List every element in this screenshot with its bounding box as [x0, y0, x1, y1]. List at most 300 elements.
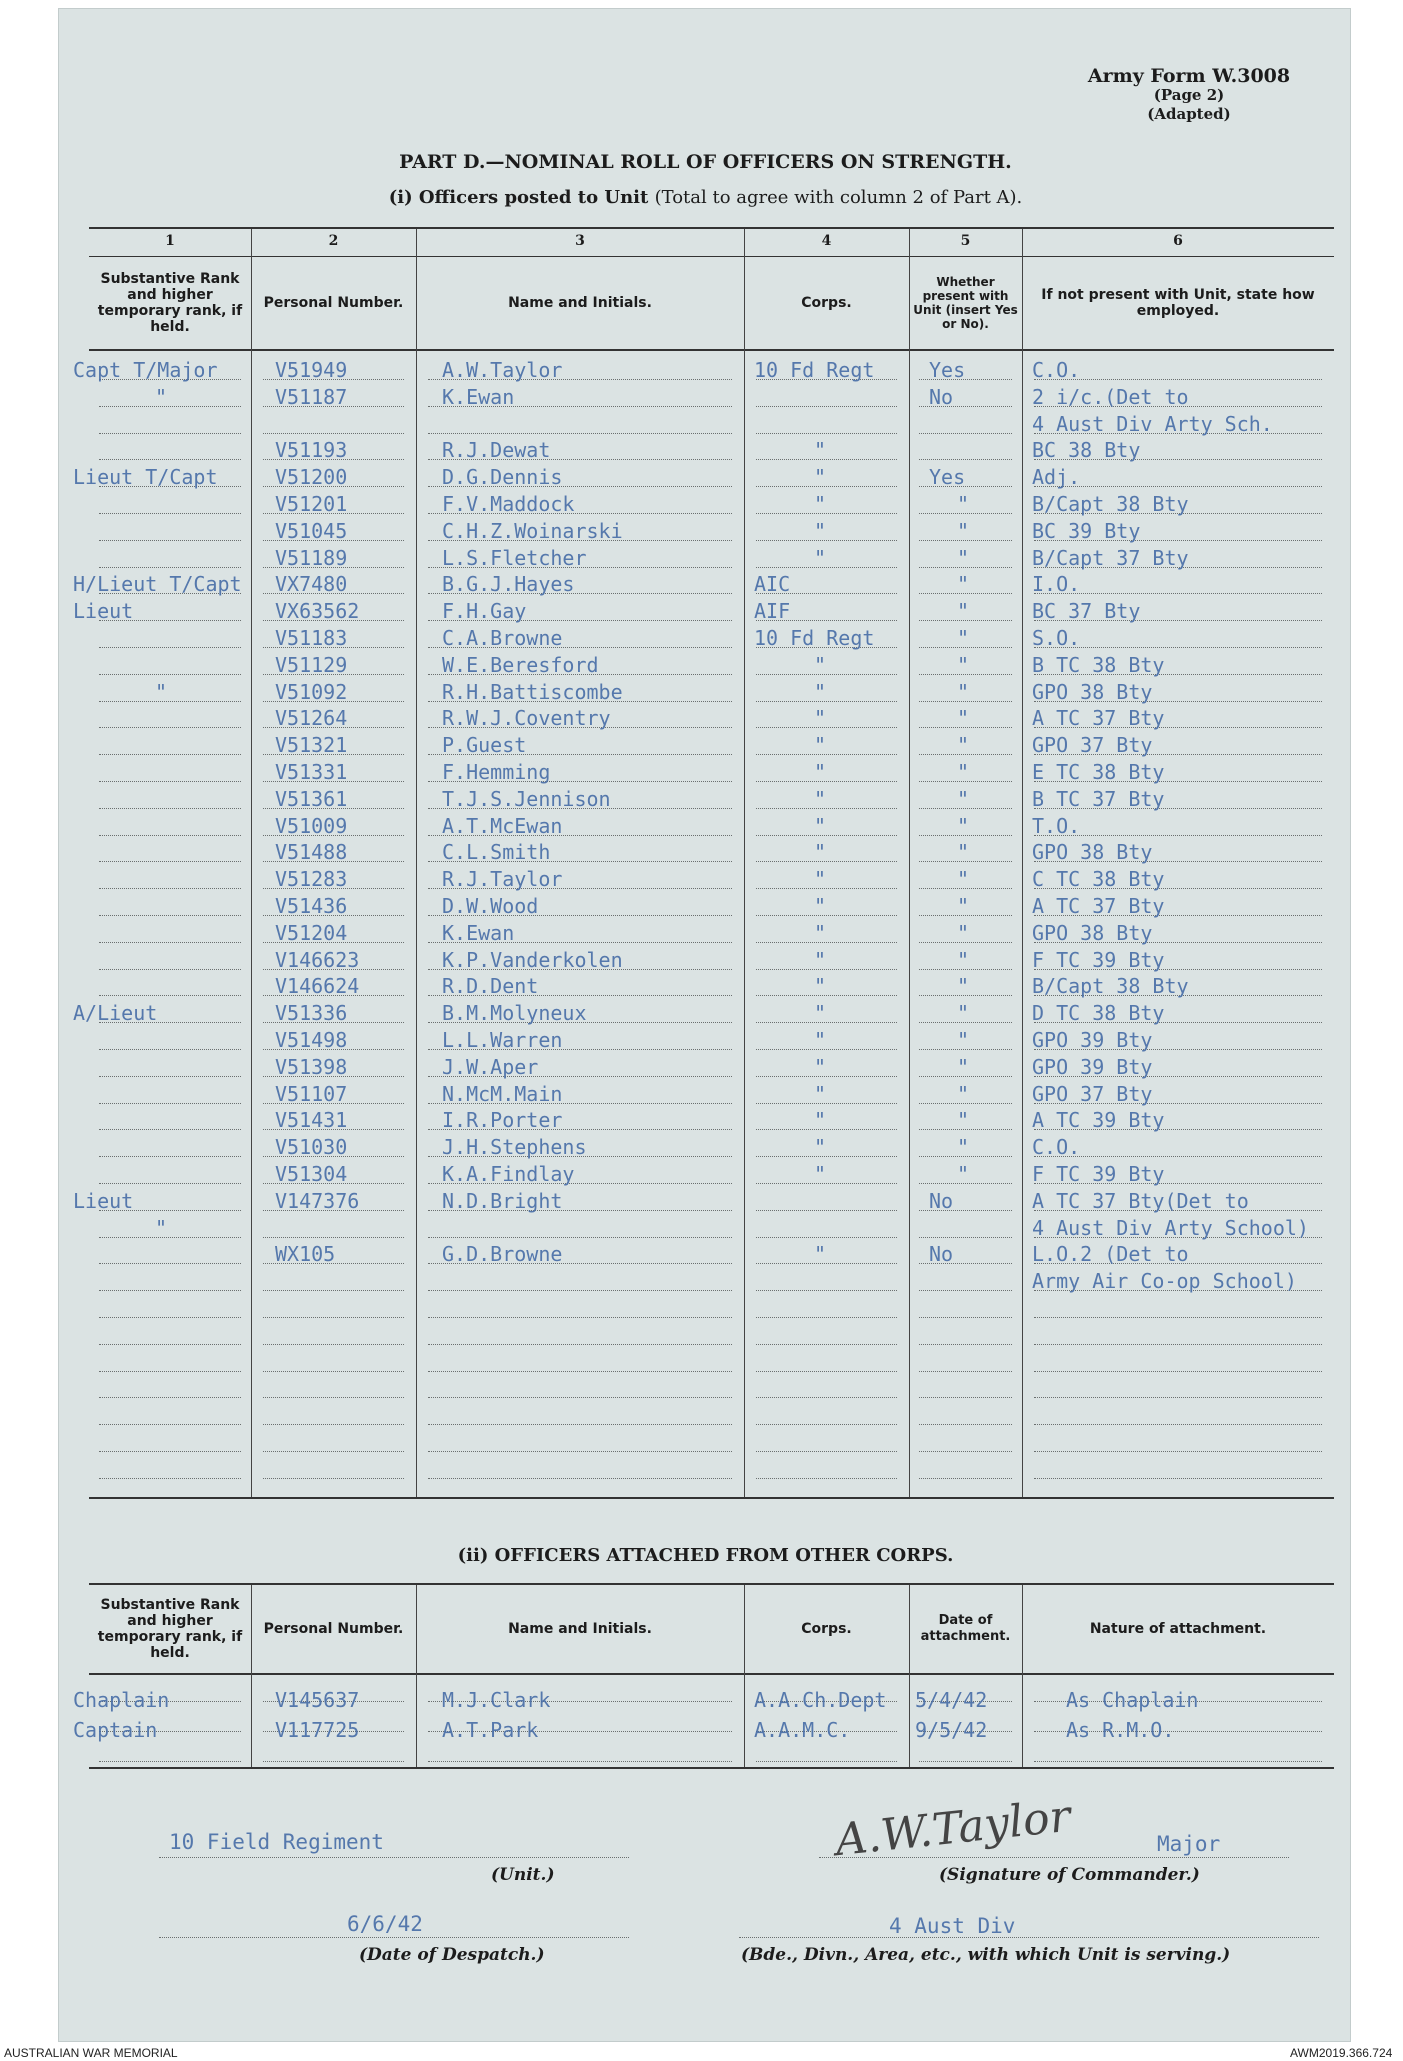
- cell-number: V51949: [275, 358, 348, 382]
- cell-employed: A TC 37 Bty: [1032, 894, 1165, 918]
- despatch-label: (Date of Despatch.): [359, 1945, 545, 1965]
- dotted-rule: [99, 459, 241, 460]
- cell-number: V117725: [275, 1718, 360, 1742]
- cell-corps: ": [814, 545, 827, 570]
- table2-divider-4: [909, 1585, 910, 1767]
- dotted-rule: [263, 1237, 404, 1238]
- dotted-rule: [99, 1076, 241, 1077]
- dotted-rule: [99, 1263, 241, 1264]
- dotted-rule: [1034, 1317, 1322, 1318]
- column-number-4: 4: [821, 233, 832, 249]
- cell-number: V147376: [275, 1188, 360, 1213]
- header2-rank-text: Substantive Rank and higher temporary rank, if held.: [97, 1597, 243, 1661]
- cell-present: Yes: [929, 358, 966, 382]
- cell-corps: A.A.M.C.: [754, 1718, 851, 1742]
- dotted-rule: [919, 1397, 1012, 1398]
- dotted-rule: [99, 674, 241, 675]
- header2-date-text: Date of attachment.: [920, 1613, 1011, 1644]
- document-page: [58, 8, 1351, 2042]
- cell-number: V51193: [275, 438, 348, 463]
- cell-present: ": [957, 706, 970, 731]
- cell-corps: ": [814, 1135, 827, 1160]
- dotted-rule: [756, 1451, 897, 1452]
- dotted-rule: [263, 1371, 404, 1372]
- cell-name: R.D.Dent: [442, 974, 539, 999]
- cell-number: V51204: [275, 920, 348, 945]
- section2-title: (ii) OFFICERS ATTACHED FROM OTHER CORPS.: [457, 1545, 954, 1566]
- cell-present: No: [929, 384, 954, 409]
- dotted-rule: [428, 1451, 732, 1452]
- section1-title-line: [59, 187, 1351, 208]
- cell-name: W.E.Beresford: [442, 652, 599, 677]
- header2-personal-number-text: Personal Number.: [263, 1621, 404, 1637]
- cell-employed: D TC 38 Bty: [1032, 1001, 1165, 1026]
- dotted-rule: [99, 915, 241, 916]
- unit-line: [159, 1857, 629, 1858]
- dotted-rule: [428, 1290, 732, 1291]
- dotted-rule: [99, 433, 241, 434]
- dotted-rule: [756, 1049, 897, 1050]
- cell-number: V51045: [275, 518, 348, 543]
- cell-number: V146623: [275, 947, 360, 972]
- dotted-rule: [756, 1237, 897, 1238]
- dotted-rule: [1034, 1761, 1322, 1762]
- cell-present: ": [957, 492, 970, 516]
- formation-value: 4 Aust Div: [889, 1914, 1016, 1938]
- cell-name: R.H.Battiscombe: [442, 679, 623, 704]
- dotted-rule: [99, 1237, 241, 1238]
- table1-divider-5: [1022, 229, 1023, 1497]
- dotted-rule: [919, 1344, 1012, 1345]
- cell-present: ": [957, 599, 970, 624]
- dotted-rule: [1034, 1371, 1322, 1372]
- cell-employed: C.O.: [1032, 358, 1081, 382]
- table2-header-rule: [89, 1673, 1334, 1675]
- cell-name: A.T.Park: [442, 1718, 539, 1742]
- dotted-rule: [1034, 1397, 1322, 1398]
- cell-name: C.A.Browne: [442, 626, 563, 650]
- cell-number: V51201: [275, 492, 348, 516]
- cell-number: VX7480: [275, 572, 348, 597]
- dotted-rule: [99, 701, 241, 702]
- cell-name: K.Ewan: [442, 920, 515, 945]
- cell-number: V145637: [275, 1688, 360, 1712]
- cell-present: ": [957, 760, 970, 784]
- dotted-rule: [756, 1156, 897, 1157]
- dotted-rule: [919, 1761, 1012, 1762]
- cell-rank: Captain: [73, 1718, 158, 1742]
- dotted-rule: [756, 995, 897, 996]
- dotted-rule: [428, 1317, 732, 1318]
- dotted-rule: [756, 1478, 897, 1479]
- cell-number: V51398: [275, 1054, 348, 1079]
- cell-employed: I.O.: [1032, 572, 1081, 597]
- dotted-rule: [756, 754, 897, 755]
- cell-corps: ": [814, 733, 827, 758]
- dotted-rule: [756, 915, 897, 916]
- table2-bottom-rule: [89, 1767, 1334, 1769]
- formation-line: [739, 1937, 1319, 1938]
- dotted-rule: [263, 1424, 404, 1425]
- dotted-rule: [919, 1290, 1012, 1291]
- cell-name: F.H.Gay: [442, 599, 527, 624]
- header2-nature: [1026, 1587, 1330, 1671]
- dotted-rule: [756, 1129, 897, 1130]
- cell-present: ": [957, 733, 970, 758]
- cell-number: V51436: [275, 894, 348, 918]
- dotted-rule: [428, 1397, 732, 1398]
- form-number: Army Form W.3008: [1087, 65, 1291, 87]
- cell-present: ": [957, 894, 970, 918]
- cell-number: VX63562: [275, 599, 360, 624]
- dotted-rule: [263, 1451, 404, 1452]
- dotted-rule: [99, 1290, 241, 1291]
- cell-employed: B/Capt 38 Bty: [1032, 492, 1189, 516]
- dotted-rule: [756, 1424, 897, 1425]
- cell-employed: 4 Aust Div Arty Sch.: [1032, 411, 1273, 436]
- dotted-rule: [756, 781, 897, 782]
- cell-name: N.D.Bright: [442, 1188, 563, 1213]
- cell-number: V51331: [275, 760, 348, 784]
- dotted-rule: [428, 1478, 732, 1479]
- dotted-rule: [756, 406, 897, 407]
- cell-corps: ": [814, 492, 827, 516]
- table1-number-rule: [89, 256, 1334, 257]
- cell-corps: AIF: [754, 599, 791, 624]
- header-name: [420, 259, 740, 347]
- dotted-rule: [919, 1451, 1012, 1452]
- dotted-rule: [263, 1761, 404, 1762]
- cell-corps: ": [814, 1108, 827, 1133]
- cell-rank: ": [155, 384, 168, 409]
- cell-corps: ": [814, 974, 827, 999]
- cell-name: M.J.Clark: [442, 1688, 551, 1712]
- cell-name: L.S.Fletcher: [442, 545, 587, 570]
- cell-present: Yes: [929, 465, 966, 490]
- cell-corps: ": [814, 786, 827, 811]
- dotted-rule: [756, 1103, 897, 1104]
- cell-corps: ": [814, 1028, 827, 1052]
- header2-nature-text: Nature of attachment.: [1089, 1621, 1267, 1637]
- unit-label: (Unit.): [491, 1865, 555, 1885]
- dotted-rule: [756, 1761, 897, 1762]
- cell-corps: ": [814, 465, 827, 490]
- cell-name: R.J.Taylor: [442, 867, 563, 892]
- dotted-rule: [99, 781, 241, 782]
- table2-divider-1: [251, 1585, 252, 1767]
- cell-number: V51283: [275, 867, 348, 892]
- table1-divider-3: [744, 229, 745, 1497]
- cell-number: V51129: [275, 652, 348, 677]
- cell-number: V51361: [275, 786, 348, 811]
- cell-employed: A TC 39 Bty: [1032, 1108, 1165, 1133]
- part-title: PART D.—NOMINAL ROLL OF OFFICERS ON STRENGTH.: [399, 151, 1012, 173]
- cell-nature: As Chaplain: [1066, 1688, 1199, 1712]
- cell-present: ": [957, 974, 970, 999]
- cell-present: ": [957, 1081, 970, 1106]
- cell-present: ": [957, 518, 970, 543]
- cell-employed: F TC 39 Bty: [1032, 1162, 1165, 1186]
- commander-signature: A.W.Taylor: [832, 1790, 1073, 1867]
- dotted-rule: [263, 1478, 404, 1479]
- dotted-rule: [428, 1371, 732, 1372]
- cell-name: K.Ewan: [442, 384, 515, 409]
- cell-name: D.G.Dennis: [442, 465, 563, 490]
- cell-present: ": [957, 1001, 970, 1026]
- cell-employed: B/Capt 37 Bty: [1032, 545, 1189, 570]
- cell-present: ": [957, 679, 970, 704]
- table2-divider-2: [416, 1585, 417, 1767]
- cell-name: J.H.Stephens: [442, 1135, 587, 1160]
- header2-corps: [748, 1587, 905, 1671]
- table2-divider-3: [744, 1585, 745, 1767]
- dotted-rule: [919, 459, 1012, 460]
- cell-corps: 10 Fd Regt: [754, 358, 875, 382]
- dotted-rule: [99, 808, 241, 809]
- dotted-rule: [99, 1183, 241, 1184]
- cell-name: F.V.Maddock: [442, 492, 575, 516]
- cell-present: ": [957, 813, 970, 838]
- dotted-rule: [99, 1478, 241, 1479]
- dotted-rule: [99, 1344, 241, 1345]
- dotted-rule: [756, 1263, 897, 1264]
- table1-divider-2: [416, 229, 417, 1497]
- cell-present: ": [957, 626, 970, 650]
- form-adapted: (Adapted): [1147, 105, 1231, 123]
- cell-number: V51187: [275, 384, 348, 409]
- header2-name: [420, 1587, 740, 1671]
- dotted-rule: [99, 1424, 241, 1425]
- cell-present: ": [957, 545, 970, 570]
- dotted-rule: [756, 942, 897, 943]
- cell-name: B.G.J.Hayes: [442, 572, 575, 597]
- cell-name: L.L.Warren: [442, 1028, 563, 1052]
- cell-employed: B TC 38 Bty: [1032, 652, 1165, 677]
- cell-employed: GPO 37 Bty: [1032, 1081, 1153, 1106]
- dotted-rule: [99, 754, 241, 755]
- cell-corps: ": [814, 947, 827, 972]
- cell-date: 5/4/42: [915, 1688, 988, 1712]
- dotted-rule: [756, 1210, 897, 1211]
- cell-name: A.W.Taylor: [442, 358, 563, 382]
- cell-number: V51092: [275, 679, 348, 704]
- cell-number: V51321: [275, 733, 348, 758]
- table1-divider-1: [251, 229, 252, 1497]
- dotted-rule: [99, 567, 241, 568]
- cell-corps: ": [814, 813, 827, 838]
- unit-value: 10 Field Regiment: [169, 1830, 384, 1854]
- dotted-rule: [428, 433, 732, 434]
- cell-employed: Army Air Co-op School): [1032, 1269, 1297, 1294]
- header-name-text: Name and Initials.: [508, 295, 652, 311]
- cell-present: No: [929, 1242, 954, 1267]
- despatch-line: [159, 1937, 629, 1938]
- cell-number: V51009: [275, 813, 348, 838]
- column-number-6: 6: [1173, 233, 1183, 249]
- cell-name: K.A.Findlay: [442, 1162, 575, 1186]
- dotted-rule: [99, 835, 241, 836]
- cell-employed: GPO 39 Bty: [1032, 1054, 1153, 1079]
- cell-rank: Lieut T/Capt: [73, 465, 218, 490]
- cell-corps: ": [814, 438, 827, 463]
- cell-corps: ": [814, 840, 827, 865]
- header-employed-text: If not present with Unit, state how employed.: [1041, 287, 1315, 319]
- cell-name: P.Guest: [442, 733, 527, 758]
- dotted-rule: [756, 701, 897, 702]
- header2-personal-number: [255, 1587, 412, 1671]
- dotted-rule: [919, 1317, 1012, 1318]
- dotted-rule: [756, 808, 897, 809]
- cell-employed: B/Capt 38 Bty: [1032, 974, 1189, 999]
- dotted-rule: [756, 1290, 897, 1291]
- cell-rank: Capt T/Major: [73, 358, 218, 382]
- dotted-rule: [1034, 1451, 1322, 1452]
- dotted-rule: [99, 1049, 241, 1050]
- cell-employed: GPO 38 Bty: [1032, 920, 1153, 945]
- cell-present: ": [957, 1028, 970, 1052]
- cell-number: WX105: [275, 1242, 336, 1267]
- cell-nature: As R.M.O.: [1066, 1718, 1175, 1742]
- cell-corps: ": [814, 920, 827, 945]
- cell-rank: Chaplain: [73, 1688, 170, 1712]
- dotted-rule: [99, 1371, 241, 1372]
- dotted-rule: [756, 459, 897, 460]
- cell-name: D.W.Wood: [442, 894, 539, 918]
- cell-employed: GPO 38 Bty: [1032, 679, 1153, 704]
- dotted-rule: [99, 727, 241, 728]
- cell-number: V51498: [275, 1028, 348, 1052]
- cell-corps: ": [814, 894, 827, 918]
- dotted-rule: [428, 1424, 732, 1425]
- dotted-rule: [99, 942, 241, 943]
- dotted-rule: [756, 888, 897, 889]
- cell-name: N.McM.Main: [442, 1081, 563, 1106]
- cell-present: ": [957, 1162, 970, 1186]
- header-corps: [748, 259, 905, 347]
- form-page: (Page 2): [1153, 86, 1225, 104]
- cell-number: V51189: [275, 545, 348, 570]
- cell-date: 9/5/42: [915, 1718, 988, 1742]
- cell-name: C.L.Smith: [442, 840, 551, 865]
- dotted-rule: [756, 540, 897, 541]
- cell-employed: A TC 37 Bty: [1032, 706, 1165, 731]
- header-personal-number: [255, 259, 412, 347]
- header2-date: [911, 1587, 1020, 1671]
- cell-number: V51336: [275, 1001, 348, 1026]
- cell-name: T.J.S.Jennison: [442, 786, 611, 811]
- dotted-rule: [756, 1371, 897, 1372]
- cell-employed: C TC 38 Bty: [1032, 867, 1165, 892]
- cell-employed: 2 i/c.(Det to: [1032, 384, 1189, 409]
- cell-corps: ": [814, 760, 827, 784]
- column-number-1: 1: [165, 233, 175, 249]
- cell-employed: C.O.: [1032, 1135, 1081, 1160]
- cell-employed: Adj.: [1032, 465, 1081, 490]
- dotted-rule: [756, 1022, 897, 1023]
- dotted-rule: [756, 1183, 897, 1184]
- cell-employed: F TC 39 Bty: [1032, 947, 1165, 972]
- header-rank: [91, 259, 249, 347]
- table1-bottom-rule: [89, 1497, 1334, 1499]
- header2-rank: [91, 1587, 249, 1671]
- header-personal-number-text: Personal Number.: [263, 295, 404, 311]
- cell-name: A.T.McEwan: [442, 813, 563, 838]
- cell-number: V51264: [275, 706, 348, 731]
- cell-name: R.J.Dewat: [442, 438, 551, 463]
- cell-corps: ": [814, 1054, 827, 1079]
- dotted-rule: [756, 513, 897, 514]
- dotted-rule: [263, 1290, 404, 1291]
- cell-rank: A/Lieut: [73, 1001, 158, 1026]
- header-corps-text: Corps.: [801, 295, 852, 311]
- dotted-rule: [263, 1317, 404, 1318]
- dotted-rule: [756, 861, 897, 862]
- dotted-rule: [919, 1424, 1012, 1425]
- cell-name: J.W.Aper: [442, 1054, 539, 1079]
- header-present-text: Whether present with Unit (insert Yes or No).: [913, 275, 1018, 331]
- cell-corps: ": [814, 1242, 827, 1267]
- dotted-rule: [919, 1371, 1012, 1372]
- dotted-rule: [756, 1344, 897, 1345]
- cell-employed: GPO 37 Bty: [1032, 733, 1153, 758]
- dotted-rule: [919, 1478, 1012, 1479]
- cell-employed: B TC 37 Bty: [1032, 786, 1165, 811]
- cell-corps: ": [814, 679, 827, 704]
- dotted-rule: [99, 995, 241, 996]
- dotted-rule: [756, 433, 897, 434]
- cell-number: V51107: [275, 1081, 348, 1106]
- cell-corps: ": [814, 867, 827, 892]
- dotted-rule: [428, 1344, 732, 1345]
- cell-present: ": [957, 840, 970, 865]
- dotted-rule: [428, 1237, 732, 1238]
- formation-label: (Bde., Divn., Area, etc., with which Unit is serving.): [741, 1945, 1231, 1965]
- dotted-rule: [428, 1761, 732, 1762]
- dotted-rule: [99, 1103, 241, 1104]
- column-number-3: 3: [575, 233, 585, 249]
- section1-note: (Total to agree with column 2 of Part A).: [654, 187, 1023, 208]
- dotted-rule: [756, 969, 897, 970]
- cell-present: ": [957, 572, 970, 597]
- header-present: [911, 259, 1020, 347]
- cell-present: ": [957, 947, 970, 972]
- dotted-rule: [99, 1317, 241, 1318]
- dotted-rule: [919, 1237, 1012, 1238]
- cell-name: F.Hemming: [442, 760, 551, 784]
- cell-corps: ": [814, 1001, 827, 1026]
- dotted-rule: [756, 1397, 897, 1398]
- dotted-rule: [99, 1156, 241, 1157]
- cell-present: ": [957, 1135, 970, 1160]
- cell-corps: ": [814, 1162, 827, 1186]
- cell-employed: BC 37 Bty: [1032, 599, 1141, 624]
- cell-number: V51488: [275, 840, 348, 865]
- dotted-rule: [99, 969, 241, 970]
- header2-name-text: Name and Initials.: [508, 1621, 652, 1637]
- table1-top-rule: [89, 227, 1334, 229]
- cell-employed: 4 Aust Div Arty School): [1032, 1215, 1309, 1240]
- cell-corps: AIC: [754, 572, 791, 597]
- cell-rank: H/Lieut T/Capt: [73, 572, 242, 597]
- cell-rank: ": [155, 679, 168, 704]
- cell-present: ": [957, 1108, 970, 1133]
- cell-employed: L.O.2 (Det to: [1032, 1242, 1189, 1267]
- column-number-5: 5: [960, 233, 971, 249]
- cell-corps: 10 Fd Regt: [754, 626, 875, 650]
- form-reference: [1064, 67, 1314, 124]
- table1-header-rule: [89, 349, 1334, 351]
- dotted-rule: [99, 1129, 241, 1130]
